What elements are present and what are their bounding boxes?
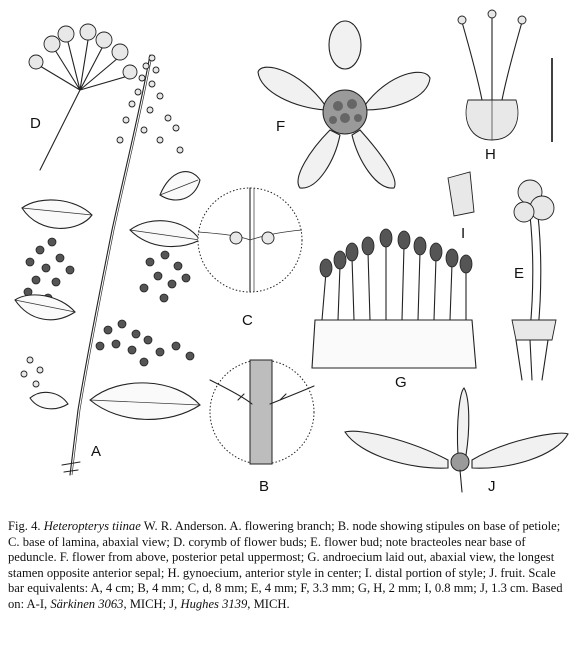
caption-species-name: Heteropterys tiinae — [43, 519, 141, 533]
panel-label-g: G — [395, 374, 407, 391]
panel-c-lamina-base — [198, 188, 302, 329]
panel-h-gynoecium — [458, 10, 526, 163]
panel-j-fruit — [345, 388, 568, 495]
panel-label-h: H — [485, 146, 496, 163]
caption-fig-number: Fig. 4. — [8, 519, 44, 533]
caption-end: , MICH. — [247, 596, 290, 611]
panel-label-e: E — [514, 265, 525, 282]
panel-label-b: B — [259, 478, 270, 495]
figure-caption — [8, 519, 574, 613]
panel-e-flower-bud — [512, 180, 556, 380]
caption-mid: , MICH; J, — [123, 596, 181, 611]
panel-label-j: J — [488, 478, 496, 495]
panel-d-corymb — [29, 24, 137, 170]
caption-description: W. R. Anderson. A. flowering branch; B. node showing stipules on base of petiole; C. base of lamina, abaxial view; D. corymb of flower buds; E. flower bud; note bracteoles near base of peduncle. F. flower from above, posterior petal uppermost; G. androecium laid out, abaxial view, the longest stamen opposite anterior sepal; H. gynoecium, anterior style in center; I. distal portion of style; J. fruit. Scale bar equivalents: A, 4 cm; B, 4 mm; C, d, 8 mm; E, 4 mm; F, 3.3 mm; G, H, 2 mm; I, 0.8 mm; J, 1.3 cm. Based on: A-I, — [8, 519, 563, 611]
panel-a-flowering-branch — [15, 55, 200, 475]
panel-label-i: I — [461, 225, 466, 242]
panel-b-node — [210, 360, 314, 495]
panel-label-f: F — [276, 118, 286, 135]
panel-label-a: A — [91, 443, 102, 460]
panel-i-style — [448, 172, 474, 242]
panel-label-c: C — [242, 312, 253, 329]
caption-collector-1: Särkinen 3063 — [50, 596, 124, 611]
caption-collector-2: Hughes 3139 — [180, 596, 248, 611]
panel-label-d: D — [30, 115, 41, 132]
panel-g-androecium — [312, 229, 476, 391]
panel-f-flower-top — [258, 21, 430, 188]
